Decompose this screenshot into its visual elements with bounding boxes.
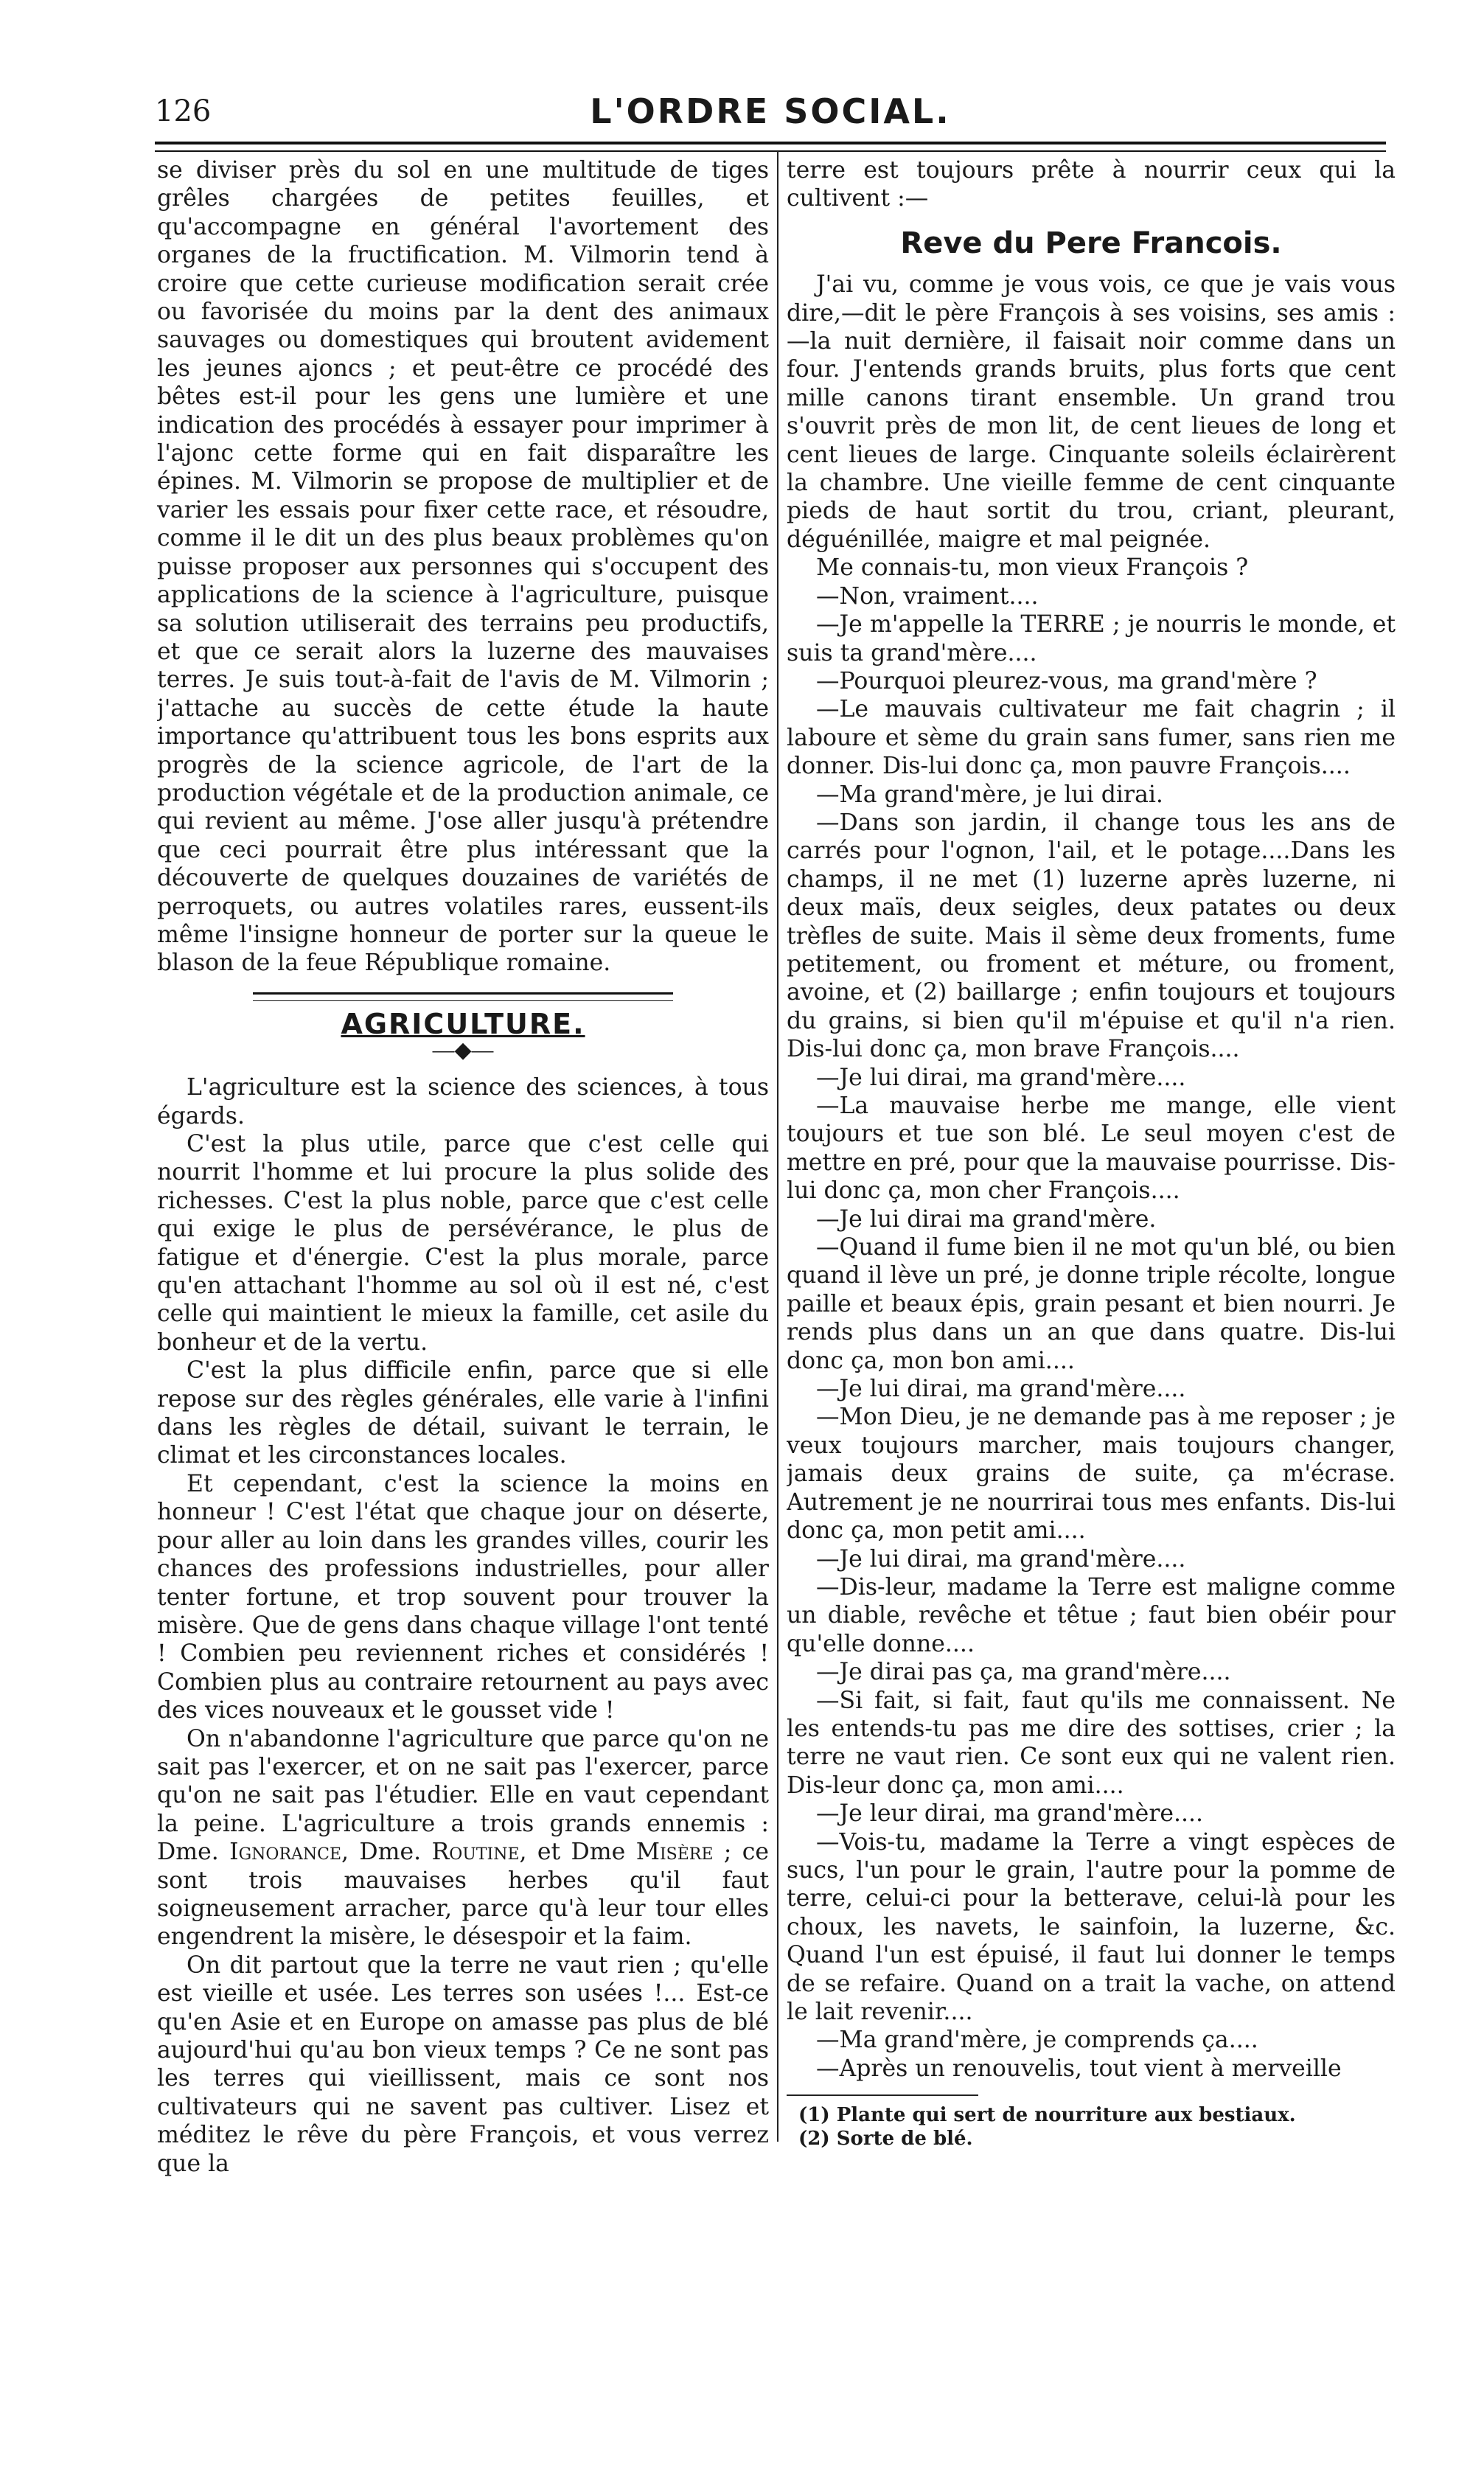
dialogue-line: —Quand il fume bien il ne mot qu'un blé, ou bien quand il lève un pré, je donne triple récolte, longue paille et beaux épis, grain pesant et bien nourri. Je rends plus dans un an que dans quatre. Dis-lui donc ça, mon bon ami....: [787, 1234, 1396, 1374]
paragraph-utile: C'est la plus utile, parce que c'est celle qui nourrit l'homme et lui procure la plus solide des richesses. C'est la plus noble, parce que c'est celle qui exige le plus de persévérance, le plus de fatigue et d'énergie. C'est la plus morale, parce qu'en attachant l'homme au sol où il est né, c'est celle qui maintient le mieux la famille, cet asile du bonheur et de la vertu.: [157, 1131, 769, 1356]
paragraph-ajonc: se diviser près du sol en une multitude de tiges grêles chargées de petites feuilles, et qu'accompagne en général l'avortement des organes de la fructification. M. Vilmorin tend à croire que cette curieuse modification serait crée ou favorisée du moins par la dent des animaux sauvages ou domestiques qui broutent avidement les jeunes ajoncs ; et peut-être ce procédé des bêtes est-il pour les gens une lumière et une indication des procédés à essayer pour imprimer à l'ajonc cette forme qui en fait disparaître les épines. M. Vilmorin se propose de multiplier et de varier les essais pour fixer cette race, et résoudre, comme il le dit un des plus beaux problèmes qu'on puisse proposer aux personnes qui s'occupent des applications de la science à l'agriculture, puisque sa solution utiliserait des terrains peu productifs, et que ce serait alors la luzerne des mauvaises terres. Je suis tout-à-fait de l'avis de M. Vilmorin ; j'attache au succès de cette étude la haute importance qu'attribuent tous les bons esprits aux progrès de la science agricole, de l'art de la production végétale et de la production animale, ce qui revient au même. J'ose aller jusqu'à prétendre que ceci pourrait être plus intéressant que la découverte de quelques douzaines de variétés de perroquets, ou autres volatiles rares, eussent-ils même l'insigne honneur de porter sur la queue le blason de la feue République romaine.: [157, 157, 769, 977]
dialogue-line: —Je leur dirai, ma grand'mère....: [816, 1800, 1204, 1828]
dialogue-line: —Dans son jardin, il change tous les ans de carrés pour l'ognon, l'ail, et le potage....Dans les champs, il ne met (1) luzerne après luzerne, ni deux maïs, deux seigles, deux patates ou deux trèfles de suite. Mais il sème deux froments, fume petitement, ou froment et méture, ou froment, avoine, et (2) baillarge ; enfin toujours et toujours du grains, si bien qu'il m'épuise et qu'il n'a rien. Dis-lui donc ça, mon brave François....: [787, 809, 1396, 1063]
dialogue-line: —Si fait, si fait, faut qu'ils me connaissent. Ne les entends-tu pas me dire des sottises, crier ; la terre ne vaut rien. Ce sont eux qui ne valent rien. Dis-leur donc ça, mon ami....: [787, 1687, 1396, 1799]
dialogue-line: —Pourquoi pleurez-vous, ma grand'mère ?: [816, 667, 1317, 694]
header-rule: [155, 142, 1386, 152]
dialogue-line: —Je m'appelle la TERRE ; je nourris le monde, et suis ta grand'mère....: [787, 611, 1396, 666]
dialogue-line: —Je dirai pas ça, ma grand'mère....: [816, 1659, 1231, 1686]
paragraph-continuation: terre est toujours prête à nourrir ceux qui la cultivent :—: [787, 157, 1396, 212]
section-rule: [253, 992, 673, 1001]
story-title: Reve du Pere Francois.: [900, 226, 1282, 260]
right-column: [787, 156, 1396, 2316]
footnote-1: (1) Plante qui sert de nourriture aux bestiaux.: [798, 2104, 1296, 2127]
dialogue-line: —Vois-tu, madame la Terre a vingt espèces de sucs, l'un pour le grain, l'autre pour la pomme de terre, celui-ci pour la betterave, celui-là pour les choux, les navets, le sainfoin, la luzerne, &c. Quand l'un est épuisé, il faut lui donner le temps de se refaire. Quand on a trait la vache, on attend le lait revenir....: [787, 1828, 1396, 2025]
dialogue-line: —Je lui dirai, ma grand'mère....: [816, 1064, 1186, 1091]
column-divider: [777, 151, 778, 2142]
paragraph-terre-usee: On dit partout que la terre ne vaut rien ; qu'elle est vieille et usée. Les terres son usées !... Est-ce qu'en Asie et en Europe on amasse pas plus de blé aujourd'hui qu'au bon vieux temps ? Ce ne sont pas les terres qui vieillissent, mais ce sont nos cultivateurs qui ne savent pas cultiver. Lisez et méditez le rêve du père François, et vous verrez que la: [157, 1951, 769, 2177]
section-title-agriculture: AGRICULTURE.: [341, 1007, 585, 1040]
dialogue-line: —Après un renouvelis, tout vient à merveille: [816, 2055, 1342, 2082]
paragraph-intro: L'agriculture est la science des sciences, à tous égards.: [157, 1074, 769, 1129]
paragraph-ennemis: On n'abandonne l'agriculture que parce qu'on ne sait pas l'exercer, et on ne sait pas l'exercer, parce qu'on ne sait pas l'étudier. Elle en vaut cependant la peine. L'agriculture a trois grands ennemis : Dme. Ignorance, Dme. Routine, et Dme Misère ; ce sont trois mauvaises herbes qu'il faut soigneusement arracher, parce qu'à leur tour elles engendrent la misère, le désespoir et la faim.: [157, 1725, 769, 1951]
footnote-2: (2) Sorte de blé.: [798, 2128, 973, 2151]
dialogue-line: —Je lui dirai ma grand'mère.: [816, 1205, 1157, 1233]
title-flourish: ⎯⎯◆⎯⎯: [432, 1037, 494, 1064]
dialogue-line: —Le mauvais cultivateur me fait chagrin ; il laboure et sème du grain sans fumer, sans rien me donner. Dis-lui donc ça, mon pauvre François....: [787, 696, 1396, 780]
page-header: [155, 91, 1386, 139]
dialogue-line: —Je lui dirai, ma grand'mère....: [816, 1545, 1186, 1573]
dialogue-line: —Mon Dieu, je ne demande pas à me reposer ; je veux toujours marcher, mais toujours changer, jamais deux grains de suite, ça m'écrase. Autrement je ne nourrirai tous mes enfants. Dis-lui donc ça, mon petit ami....: [787, 1404, 1396, 1545]
dialogue-line: —Ma grand'mère, je comprends ça....: [816, 2027, 1258, 2054]
paragraph-cependant: Et cependant, c'est la science la moins en honneur ! C'est l'état que chaque jour on déserte, pour aller au loin dans les grandes villes, courir les chances des professions industrielles, pour aller tenter fortune, et trop souvent pour trouver la misère. Que de gens dans chaque village l'ont tenté ! Combien peu reviennent riches et considérés ! Combien plus au contraire retournent au pays avec des vices nouveaux et le gousset vide !: [157, 1470, 769, 1724]
dialogue-line: —Je lui dirai, ma grand'mère....: [816, 1376, 1186, 1403]
masthead-title: L'ORDRE SOCIAL.: [590, 91, 951, 131]
footnote-rule: [787, 2094, 978, 2096]
dialogue-line: Me connais-tu, mon vieux François ?: [816, 554, 1249, 582]
dialogue-line: —La mauvaise herbe me mange, elle vient toujours et tue son blé. Le seul moyen c'est de mettre en pré, pour que la mauvaise pourrisse. Dis-lui donc ça, mon cher François....: [787, 1093, 1396, 1205]
left-column: [157, 156, 769, 2316]
dialogue-line: —Ma grand'mère, je lui dirai.: [816, 781, 1163, 808]
dialogue-line: —Dis-leur, madame la Terre est maligne comme un diable, revêche et têtue ; faut bien obéir pour qu'elle donne....: [787, 1573, 1396, 1657]
page-number: 126: [155, 94, 212, 128]
dialogue-line: J'ai vu, comme je vous vois, ce que je vais vous dire,—dit le père François à ses voisins, ses amis :—la nuit dernière, il faisait noir comme dans un four. J'entends grands bruits, plus forts que cent mille canons tirant ensemble. Un grand trou s'ouvrit près de mon lit, de cent lieues de long et cent lieues de large. Cinquante soleils éclairèrent la chambre. Une vieille femme de cent cinquante pieds de haut sortit du trou, criant, pleurant, déguénillée, maigre et mal peignée.: [787, 271, 1396, 553]
dialogue-line: —Non, vraiment....: [816, 582, 1039, 610]
paragraph-difficile: C'est la plus difficile enfin, parce que si elle repose sur des règles générales, elle varie à l'infini dans les règles de détail, suivant le terrain, le climat et les circonstances locales.: [157, 1357, 769, 1469]
